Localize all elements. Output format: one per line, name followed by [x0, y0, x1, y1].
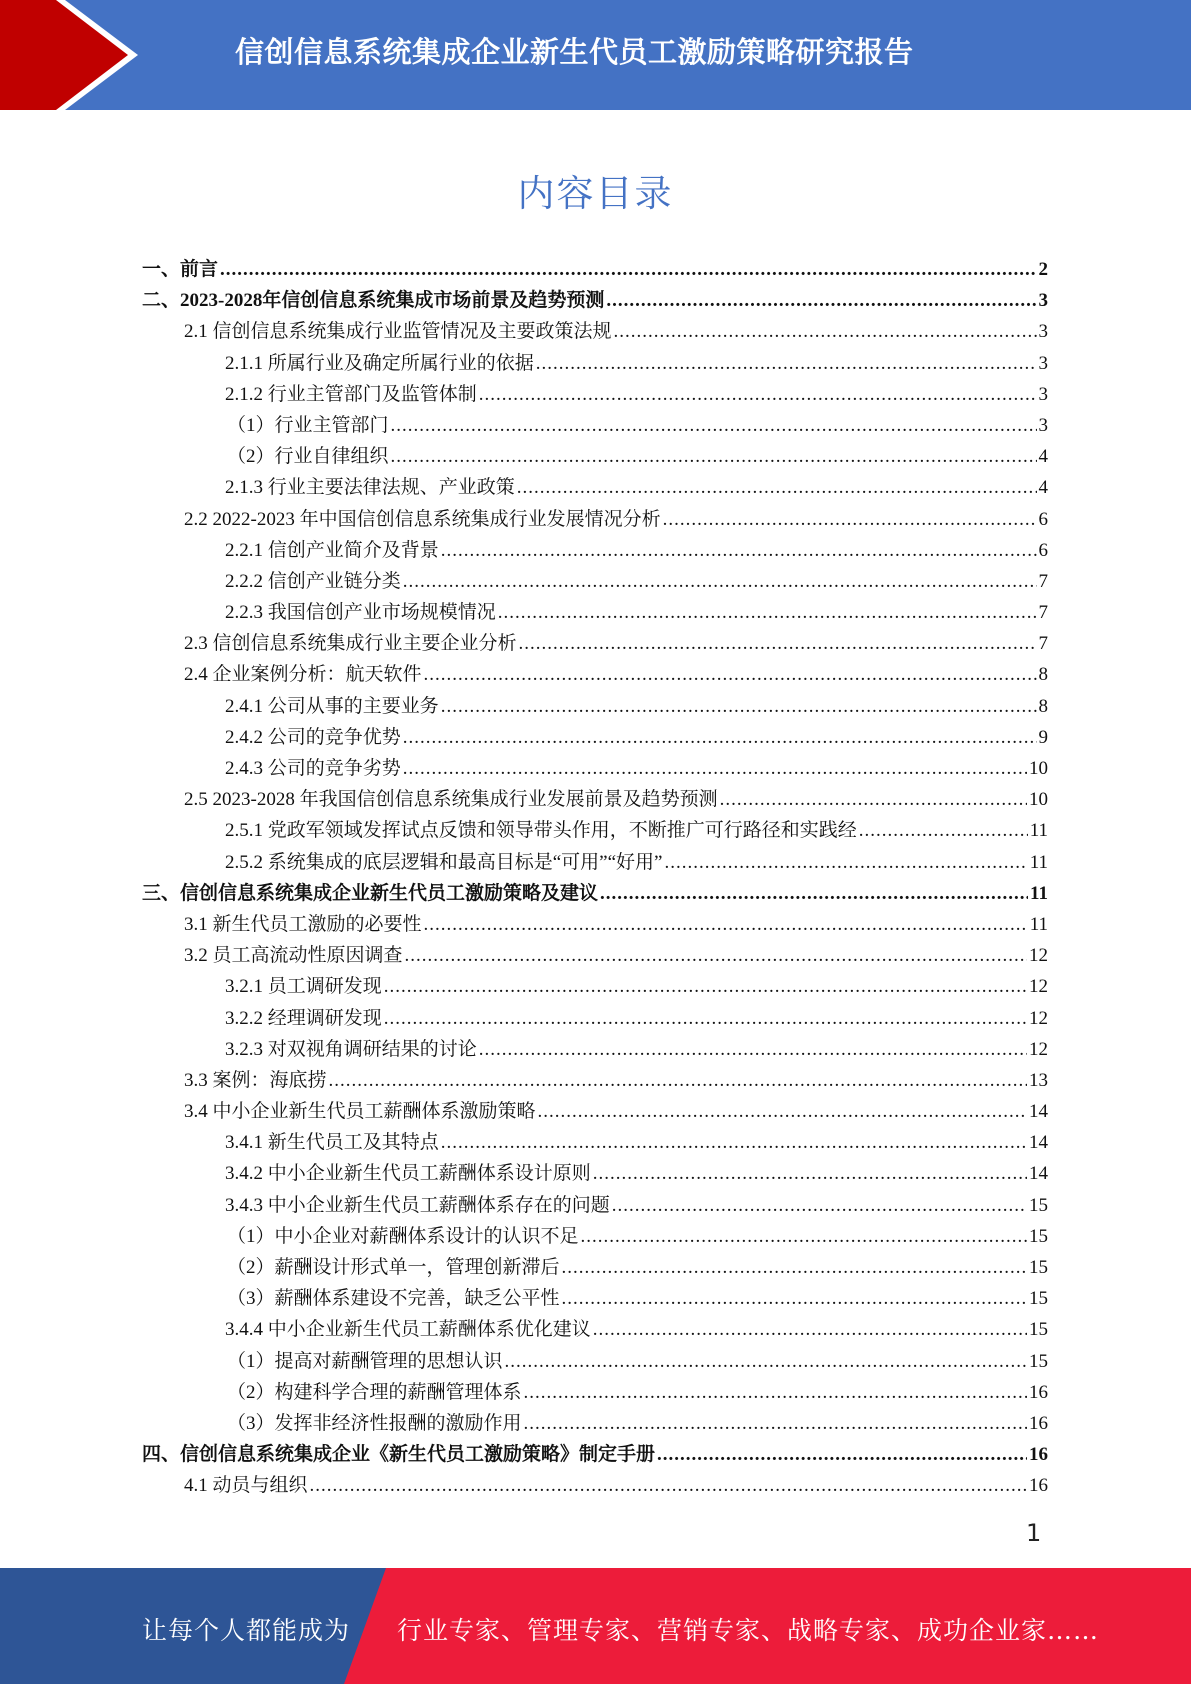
toc-entry[interactable] [142, 847, 1048, 878]
toc-entry[interactable] [142, 1408, 1048, 1439]
toc-entry-page: 12 [1029, 945, 1048, 967]
toc-dot-leader [403, 758, 1027, 780]
toc-entry-page: 16 [1029, 1444, 1048, 1466]
toc-entry[interactable] [142, 971, 1048, 1002]
toc-dot-leader [536, 353, 1037, 375]
toc-entry[interactable] [142, 784, 1048, 815]
toc-dot-leader [498, 602, 1037, 624]
toc-dot-leader [562, 1257, 1027, 1279]
toc-entry-page: 3 [1038, 383, 1048, 405]
toc-entry-title: 3.2.1 员工调研发现 [225, 976, 382, 998]
toc-entry[interactable] [142, 1252, 1048, 1283]
toc-entry-title: 3.4.1 新生代员工及其特点 [225, 1132, 439, 1154]
page-number: 1 [1026, 1519, 1042, 1547]
toc-entry-title: （2）构建科学合理的薪酬管理体系 [227, 1381, 522, 1403]
toc-entry-title: 4.1 动员与组织 [184, 1475, 308, 1497]
toc-entry-page: 7 [1038, 570, 1048, 592]
toc-dot-leader [663, 509, 1037, 531]
toc-dot-leader [581, 1226, 1027, 1248]
toc-entry[interactable] [142, 379, 1048, 410]
toc-entry-title: 四、信创信息系统集成企业《新生代员工激励策略》制定手册 [142, 1444, 656, 1466]
toc-entry[interactable] [142, 348, 1048, 379]
toc-entry-title: （1）中小企业对薪酬体系设计的认识不足 [227, 1225, 579, 1247]
toc-entry-page: 3 [1038, 290, 1048, 312]
toc-entry-page: 15 [1029, 1319, 1048, 1341]
toc-dot-leader [720, 789, 1027, 811]
toc-entry[interactable] [142, 566, 1048, 597]
toc-dot-leader [519, 633, 1037, 655]
toc-entry-title: 3.4.3 中小企业新生代员工薪酬体系存在的问题 [225, 1194, 610, 1216]
toc-entry-page: 14 [1029, 1163, 1048, 1185]
toc-entry[interactable] [142, 1377, 1048, 1408]
toc-dot-leader [329, 1070, 1027, 1092]
toc-entry-page: 15 [1029, 1288, 1048, 1310]
toc-dot-leader [606, 290, 1036, 312]
table-of-contents [142, 254, 1048, 1502]
toc-entry[interactable] [142, 441, 1048, 472]
toc-dot-leader [524, 1382, 1027, 1404]
toc-entry-page: 14 [1029, 1101, 1048, 1123]
header-banner [0, 0, 1191, 110]
toc-entry[interactable] [142, 1003, 1048, 1034]
toc-dot-leader [391, 415, 1037, 437]
toc-entry[interactable] [142, 628, 1048, 659]
toc-dot-leader [391, 446, 1037, 468]
toc-dot-leader [479, 1039, 1027, 1061]
toc-entry[interactable] [142, 1470, 1048, 1501]
toc-dot-leader [479, 384, 1037, 406]
toc-entry-page: 9 [1038, 726, 1048, 748]
toc-entry[interactable] [142, 1221, 1048, 1252]
toc-entry-title: 2.5.1 党政军领域发挥试点反馈和领导带头作用，不断推广可行路径和实践经 [225, 820, 857, 842]
header-chevron-graphic [0, 0, 160, 110]
toc-entry-page: 10 [1029, 789, 1048, 811]
toc-entry-title: 3.1 新生代员工激励的必要性 [184, 913, 422, 935]
toc-entry-title: 3.2.3 对双视角调研结果的讨论 [225, 1038, 477, 1060]
toc-entry-title: 2.3 信创信息系统集成行业主要企业分析 [184, 633, 517, 655]
toc-dot-leader [859, 820, 1028, 842]
toc-entry-title: （3）薪酬体系建设不完善，缺乏公平性 [227, 1288, 560, 1310]
toc-entry[interactable] [142, 1439, 1048, 1470]
toc-dot-leader [403, 571, 1037, 593]
footer-slogan-left: 让每个人都能成为 [142, 1616, 351, 1645]
toc-entry-page: 11 [1029, 820, 1048, 842]
toc-dot-leader [593, 1163, 1027, 1185]
toc-entry[interactable] [142, 1346, 1048, 1377]
toc-entry-page: 13 [1029, 1069, 1048, 1091]
footer-slogan-right: 行业专家、管理专家、营销专家、战略专家、成功企业家…… [397, 1616, 1100, 1645]
toc-dot-leader [310, 1475, 1027, 1497]
toc-dot-leader [441, 1132, 1027, 1154]
toc-entry-page: 4 [1038, 477, 1048, 499]
toc-entry-title: 2.2.1 信创产业简介及背景 [225, 539, 439, 561]
report-title: 信创信息系统集成企业新生代员工激励策略研究报告 [235, 35, 914, 69]
toc-entry-title: 一、前言 [142, 259, 219, 280]
toc-dot-leader [612, 1195, 1027, 1217]
toc-dot-leader [562, 1288, 1027, 1310]
toc-entry-title: 3.2 员工高流动性原因调查 [184, 945, 403, 967]
toc-entry-title: 2.4.3 公司的竞争劣势 [225, 758, 401, 779]
toc-entry-page: 4 [1038, 446, 1048, 468]
toc-entry-page: 3 [1038, 414, 1048, 436]
toc-entry-title: 三、信创信息系统集成企业新生代员工激励策略及建议 [142, 882, 599, 904]
toc-dot-leader [384, 1008, 1027, 1030]
toc-entry-title: 2.5.2 系统集成的底层逻辑和最高目标是“可用”“好用” [225, 851, 663, 873]
toc-entry-page: 15 [1029, 1350, 1048, 1372]
toc-entry[interactable] [142, 753, 1048, 784]
toc-entry-title: 2.1 信创信息系统集成行业监管情况及主要政策法规 [184, 321, 612, 343]
toc-entry-page: 8 [1038, 695, 1048, 717]
toc-dot-leader [220, 259, 1036, 281]
toc-dot-leader [424, 664, 1037, 686]
toc-dot-leader [664, 852, 1027, 874]
toc-dot-leader [538, 1101, 1027, 1123]
toc-entry-page: 15 [1029, 1257, 1048, 1278]
toc-entry[interactable] [142, 722, 1048, 753]
toc-entry-page: 2 [1038, 259, 1048, 280]
toc-dot-leader [657, 1444, 1027, 1466]
toc-dot-leader [424, 914, 1028, 936]
toc-dot-leader [614, 321, 1037, 343]
toc-heading: 内容目录 [517, 172, 674, 215]
toc-entry-title: （2）行业自律组织 [227, 446, 389, 468]
toc-entry[interactable] [142, 909, 1048, 940]
toc-entry-title: （1）行业主管部门 [227, 414, 389, 436]
toc-entry[interactable] [142, 254, 1048, 285]
toc-entry-page: 12 [1029, 1007, 1048, 1029]
toc-dot-leader [441, 696, 1037, 718]
toc-entry-title: 2.2.3 我国信创产业市场规模情况 [225, 602, 496, 624]
toc-entry-page: 10 [1029, 758, 1048, 779]
toc-dot-leader [441, 540, 1037, 562]
toc-entry-page: 11 [1029, 913, 1048, 935]
toc-entry-title: 2.2 2022-2023 年中国信创信息系统集成行业发展情况分析 [184, 508, 661, 530]
toc-entry-page: 12 [1029, 1038, 1048, 1060]
toc-dot-leader [403, 727, 1037, 749]
toc-dot-leader [405, 945, 1027, 967]
toc-entry-title: 3.4.2 中小企业新生代员工薪酬体系设计原则 [225, 1163, 591, 1185]
toc-entry-page: 3 [1038, 352, 1048, 374]
toc-entry-title: 2.4.1 公司从事的主要业务 [225, 695, 439, 717]
toc-entry-title: （2）薪酬设计形式单一，管理创新滞后 [227, 1257, 560, 1278]
toc-entry-page: 3 [1038, 321, 1048, 343]
toc-entry[interactable] [142, 878, 1048, 909]
toc-entry[interactable] [142, 815, 1048, 846]
toc-entry-title: 3.3 案例：海底捞 [184, 1069, 327, 1091]
toc-entry[interactable] [142, 1127, 1048, 1158]
toc-entry-title: 2.5 2023-2028 年我国信创信息系统集成行业发展前景及趋势预测 [184, 789, 718, 811]
toc-entry[interactable] [142, 597, 1048, 628]
toc-entry[interactable] [142, 1283, 1048, 1314]
toc-dot-leader [524, 1413, 1027, 1435]
toc-entry-title: （1）提高对薪酬管理的思想认识 [227, 1350, 503, 1372]
toc-entry-page: 16 [1029, 1381, 1048, 1403]
toc-entry-page: 14 [1029, 1132, 1048, 1154]
toc-dot-leader [384, 976, 1027, 998]
toc-entry-page: 8 [1038, 664, 1048, 686]
toc-entry-title: 2.1.1 所属行业及确定所属行业的依据 [225, 352, 534, 374]
toc-entry-title: 2.4 企业案例分析：航天软件 [184, 664, 422, 686]
toc-entry[interactable] [142, 1190, 1048, 1221]
toc-entry[interactable] [142, 535, 1048, 566]
toc-entry-page: 15 [1029, 1194, 1048, 1216]
toc-entry-title: 2.2.2 信创产业链分类 [225, 570, 401, 592]
toc-entry[interactable] [142, 1096, 1048, 1127]
toc-entry-title: （3）发挥非经济性报酬的激励作用 [227, 1412, 522, 1434]
toc-dot-leader [593, 1319, 1027, 1341]
toc-entry[interactable] [142, 504, 1048, 535]
toc-entry[interactable] [142, 691, 1048, 722]
toc-entry-title: 3.2.2 经理调研发现 [225, 1007, 382, 1029]
toc-entry-page: 7 [1038, 633, 1048, 655]
toc-entry-title: 2.1.2 行业主管部门及监管体制 [225, 383, 477, 405]
toc-entry[interactable] [142, 1158, 1048, 1189]
toc-entry[interactable] [142, 472, 1048, 503]
toc-dot-leader [600, 883, 1028, 905]
toc-entry-title: 2.4.2 公司的竞争优势 [225, 726, 401, 748]
toc-entry[interactable] [142, 940, 1048, 971]
toc-entry-page: 16 [1029, 1412, 1048, 1434]
toc-entry-page: 16 [1029, 1475, 1048, 1497]
toc-entry-page: 12 [1029, 976, 1048, 998]
toc-entry[interactable] [142, 316, 1048, 347]
toc-entry-title: 二、2023-2028年信创信息系统集成市场前景及趋势预测 [142, 290, 605, 312]
toc-dot-leader [505, 1351, 1027, 1373]
toc-entry-title: 3.4 中小企业新生代员工薪酬体系激励策略 [184, 1101, 536, 1123]
toc-entry[interactable] [142, 1065, 1048, 1096]
footer-banner [0, 1568, 1191, 1684]
toc-entry[interactable] [142, 410, 1048, 441]
toc-entry-page: 11 [1029, 851, 1048, 873]
toc-entry-page: 11 [1030, 882, 1048, 904]
toc-dot-leader [517, 477, 1037, 499]
toc-entry-title: 3.4.4 中小企业新生代员工薪酬体系优化建议 [225, 1319, 591, 1341]
toc-entry-page: 6 [1038, 539, 1048, 561]
toc-entry[interactable] [142, 1314, 1048, 1345]
toc-entry[interactable] [142, 1034, 1048, 1065]
toc-entry[interactable] [142, 659, 1048, 690]
toc-entry-title: 2.1.3 行业主要法律法规、产业政策 [225, 477, 515, 499]
toc-entry-page: 15 [1029, 1225, 1048, 1247]
toc-entry[interactable] [142, 285, 1048, 316]
toc-entry-page: 7 [1038, 602, 1048, 624]
toc-entry-page: 6 [1038, 508, 1048, 530]
